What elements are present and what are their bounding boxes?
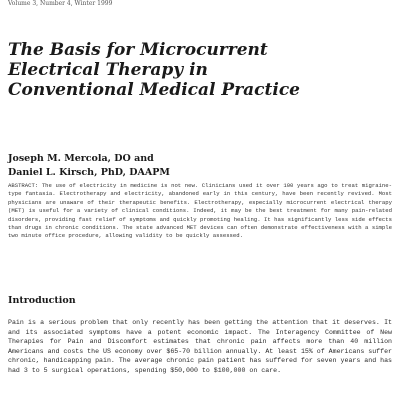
journal-header: Volume 3, Number 4, Winter 1999 [8,0,113,7]
article-title [8,40,388,100]
introduction-text: Pain is a serious problem that only recently has been getting the attention that it deserves. It and its associated symptoms have a potent economic impact. The Interagency Committee of New Therapies for Pain and Discomfort estimates that chronic pain affects more than 40 million Americans and costs the US economy over $65-70 billion annually. At least 15% of Americans suffer chronic, handicapping pain. The average chronic pain patient has suffered for seven years and has had 3 to 5 surgical operations, spending $50,000 to $100,000 on care. [8,319,392,374]
title-line: Conventional Medical Practice [8,80,300,100]
introduction-heading: Introduction [8,295,76,306]
author-line: Daniel L. Kirsch, PhD, DAAPM [8,167,170,178]
author-line: Joseph M. Mercola, DO and [8,153,154,164]
title-line: Electrical Therapy in [8,60,208,80]
abstract-text: ABSTRACT: The use of electricity in medicine is not new. Clinicians used it over 100 years ago to treat migraine-type fantasia. Electrotherapy and electricity, abandoned early in this century, have been recently revived. Most physicians are unaware of their therapeutic benefits. Electrotherapy, especially microcurrent electrical therapy (MET) is useful for a variety of clinical conditions. Indeed, it may be the best treatment for many pain-related disorders, providing fast relief of symptoms and quickly promoting healing. It has significantly less side effects than drugs in chronic conditions. The state advanced MET devices can often demonstrate effectiveness with a simple two minute office procedure, allowing validity to be quickly assessed. [8,182,392,240]
author-list [8,152,388,180]
title-line: The Basis for Microcurrent [8,40,268,60]
